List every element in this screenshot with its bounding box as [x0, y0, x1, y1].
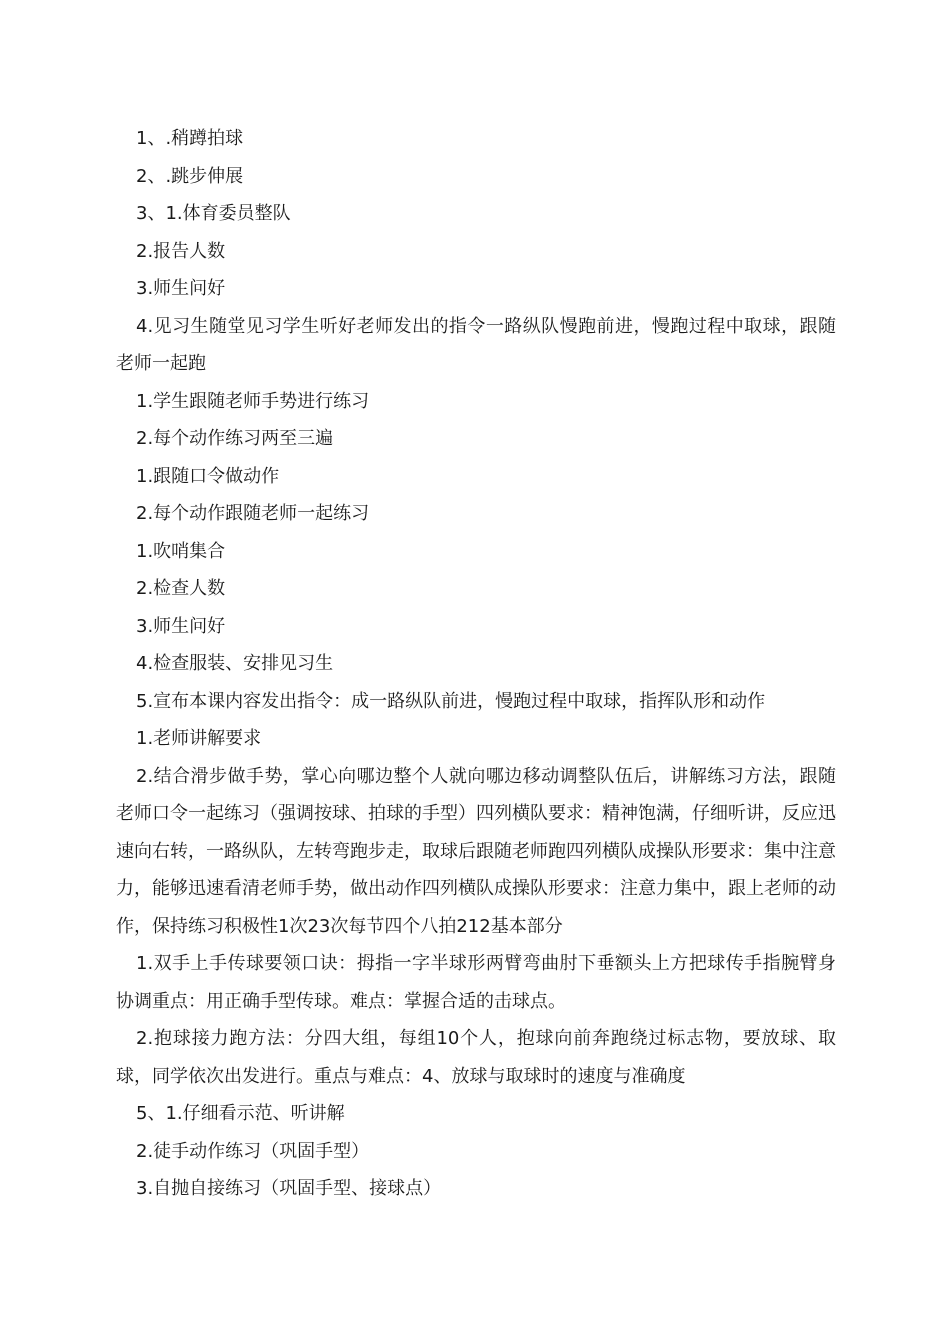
paragraph-6: 4.见习生随堂见习学生听好老师发出的指令一路纵队慢跑前进，慢跑过程中取球，跟随老师一起跑	[116, 315, 836, 374]
paragraph-10: 2.每个动作跟随老师一起练习	[136, 503, 370, 524]
paragraph-11: 1.吹哨集合	[136, 540, 226, 562]
paragraph-20: 5、1.仔细看示范、听讲解	[136, 1103, 345, 1124]
paragraph-21: 2.徒手动作练习（巩固手型）	[136, 1140, 370, 1162]
document-body	[116, 120, 836, 1208]
paragraph-9: 1.跟随口令做动作	[136, 465, 280, 487]
paragraph-19: 2.抱球接力跑方法：分四大组，每组10个人，抱球向前奔跑绕过标志物，要放球、取球，同学依次出发进行。重点与难点：4、放球与取球时的速度与准确度	[116, 1028, 836, 1087]
paragraph-15: 5.宣布本课内容发出指令：成一路纵队前进，慢跑过程中取球，指挥队形和动作	[136, 690, 766, 712]
paragraph-2: 2、.跳步伸展	[136, 165, 244, 187]
paragraph-22: 3.自抛自接练习（巩固手型、接球点）	[136, 1178, 442, 1199]
paragraph-13: 3.师生问好	[136, 615, 226, 637]
paragraph-17: 2.结合滑步做手势，掌心向哪边整个人就向哪边移动调整队伍后，讲解练习方法，跟随老师口令一起练习（强调按球、拍球的手型）四列横队要求：精神饱满，仔细听讲，反应迅速向右转，一路纵队，左转弯跑步走，取球后跟随老师跑四列横队成操队形要求：集中注意力，能够迅速看清老师手势，做出动作四列横队成操队形要求：注意力集中，跟上老师的动作，保持练习积极性1次23次每节四个八拍212基本部分	[116, 765, 836, 937]
paragraph-14: 4.检查服装、安排见习生	[136, 653, 334, 674]
paragraph-8: 2.每个动作练习两至三遍	[136, 428, 334, 449]
paragraph-5: 3.师生问好	[136, 278, 226, 299]
paragraph-18: 1.双手上手传球要领口诀：拇指一字半球形两臂弯曲肘下垂额头上方把球传手指腕臂身协调重点：用正确手型传球。难点：掌握合适的击球点。	[116, 953, 836, 1012]
paragraph-4: 2.报告人数	[136, 240, 226, 262]
paragraph-16: 1.老师讲解要求	[136, 728, 262, 749]
paragraph-7: 1.学生跟随老师手势进行练习	[136, 390, 370, 412]
paragraph-3: 3、1.体育委员整队	[136, 203, 291, 224]
paragraph-1: 1、.稍蹲拍球	[136, 128, 244, 149]
paragraph-12: 2.检查人数	[136, 578, 226, 599]
